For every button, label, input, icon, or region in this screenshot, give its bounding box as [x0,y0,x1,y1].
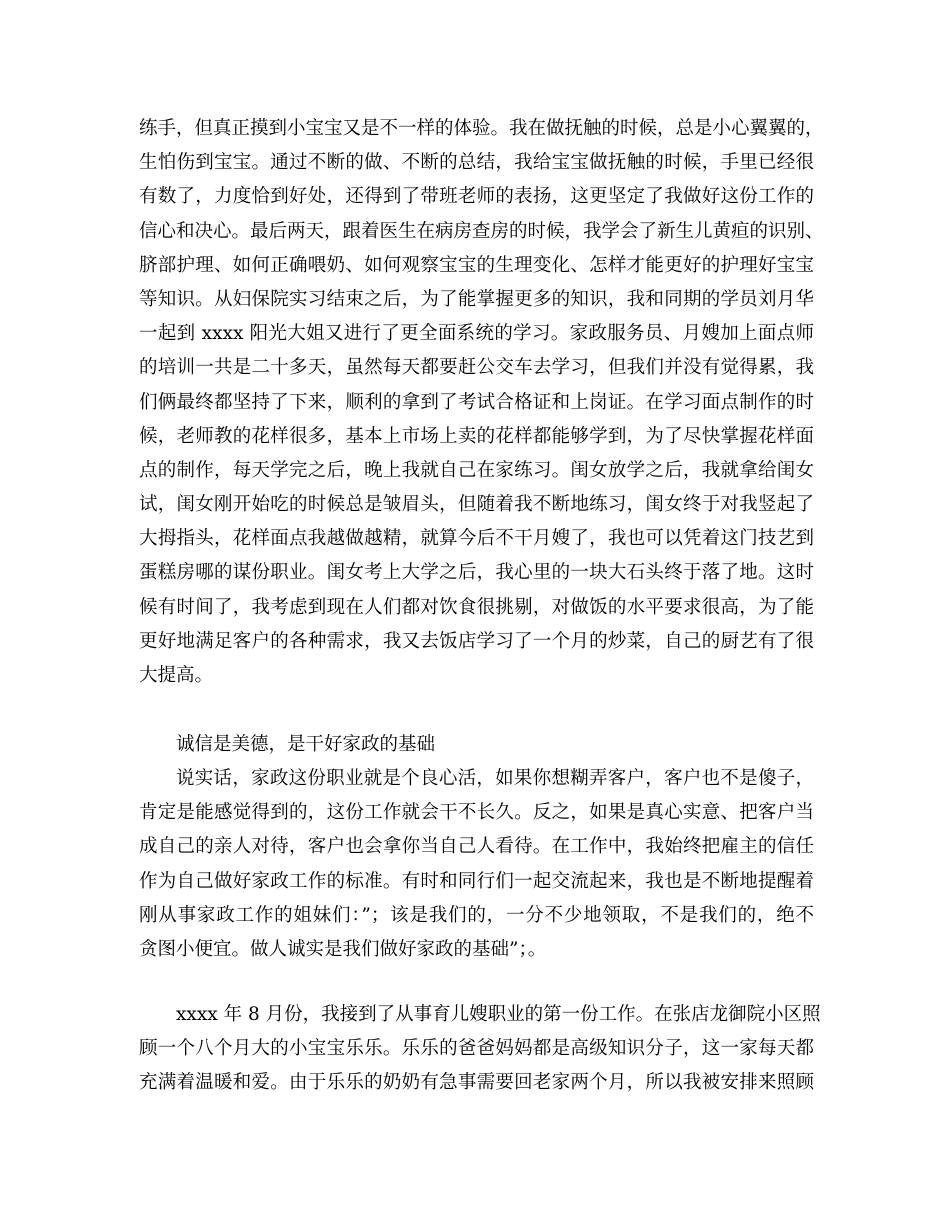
text-line: 大提高。 [139,665,214,686]
text-line: 大拇指头，花样面点我越做越精，就算今后不干月嫂了，我也可以凭着这门技艺到 [139,528,814,550]
text-line: 们俩最终都坚持了下来，顺利的拿到了考试合格证和上岗证。在学习面点制作的时 [139,391,814,413]
section-heading-text: 诚信是美德，是干好家政的基础 [176,734,436,755]
text-line: 生怕伤到宝宝。通过不断的做、不断的总结，我给宝宝做抚触的时候，手里已经很 [139,152,814,174]
text-line: 更好地满足客户的各种需求，我又去饭店学习了一个月的炒菜，自己的厨艺有了很 [139,630,814,652]
text-line: xxxx 年 8 月份，我接到了从事育儿嫂职业的第一份工作。在张店龙御院小区照 [176,1004,821,1025]
text-line: 点的制作，每天学完之后，晚上我就自己在家练习。闺女放学之后，我就拿给闺女 [139,459,814,481]
text-line: 贪图小便宜。做人诚实是我们做好家政的基础”；。 [139,938,547,960]
text-line: 试，闺女刚开始吃的时候总是皱眉头，但随着我不断地练习，闺女终于对我竖起了 [139,494,814,516]
text-line: 蛋糕房哪的谋份职业。闺女考上大学之后，我心里的一块大石头终于落了地。这时 [139,562,814,584]
text-line: 顾一个八个月大的小宝宝乐乐。乐乐的爸爸妈妈都是高级知识分子，这一家每天都 [139,1038,814,1060]
text-line: 成自己的亲人对待，客户也会拿你当自己人看待。在工作中，我始终把雇主的信任 [139,836,814,858]
text-line: 脐部护理、如何正确喂奶、如何观察宝宝的生理变化、怎样才能更好的护理好宝宝 [139,254,814,276]
paragraph-first-job [139,998,821,1101]
text-line: 练手，但真正摸到小宝宝又是不一样的体验。我在做抚触的时候，总是小心翼翼的， [139,118,824,139]
text-line: 一起到 xxxx 阳光大姐又进行了更全面系统的学习。家政服务员、月嫂加上面点师 [139,323,814,345]
paragraph-integrity [139,762,814,967]
text-line: 候有时间了，我考虑到现在人们都对饮食很挑剔，对做饭的水平要求很高，为了能 [139,596,814,618]
text-line: 信心和决心。最后两天，跟着医生在病房查房的时候，我学会了新生儿黄疸的识别、 [139,220,824,242]
text-line: 肯定是能感觉得到的，这份工作就会干不长久。反之，如果是真心实意、把客户当 [139,802,814,824]
text-line: 候，老师教的花样很多，基本上市场上卖的花样都能够学到，为了尽快掌握花样面 [139,425,814,447]
section-heading [139,728,814,762]
text-line: 刚从事家政工作的姐妹们：”；该是我们的，一分不少地领取，不是我们的，绝不 [139,904,814,926]
text-line: 等知识。从妇保院实习结束之后，为了能掌握更多的知识，我和同期的学员刘月华 [139,288,814,310]
text-line: 有数了，力度恰到好处，还得到了带班老师的表扬，这更坚定了我做好这份工作的 [139,186,814,208]
text-line: 的培训一共是二十多天，虽然每天都要赶公交车去学习，但我们并没有觉得累，我 [139,357,814,379]
text-line: 充满着温暖和爱。由于乐乐的奶奶有急事需要回老家两个月，所以我被安排来照顾 [139,1072,814,1094]
text-line: 作为自己做好家政工作的标准。有时和同行们一起交流起来，我也是不断地提醒着 [139,870,814,892]
text-line: 说实话，家政这份职业就是个良心活，如果你想糊弄客户，客户也不是傻子， [176,768,814,789]
paragraph-training [139,112,824,693]
